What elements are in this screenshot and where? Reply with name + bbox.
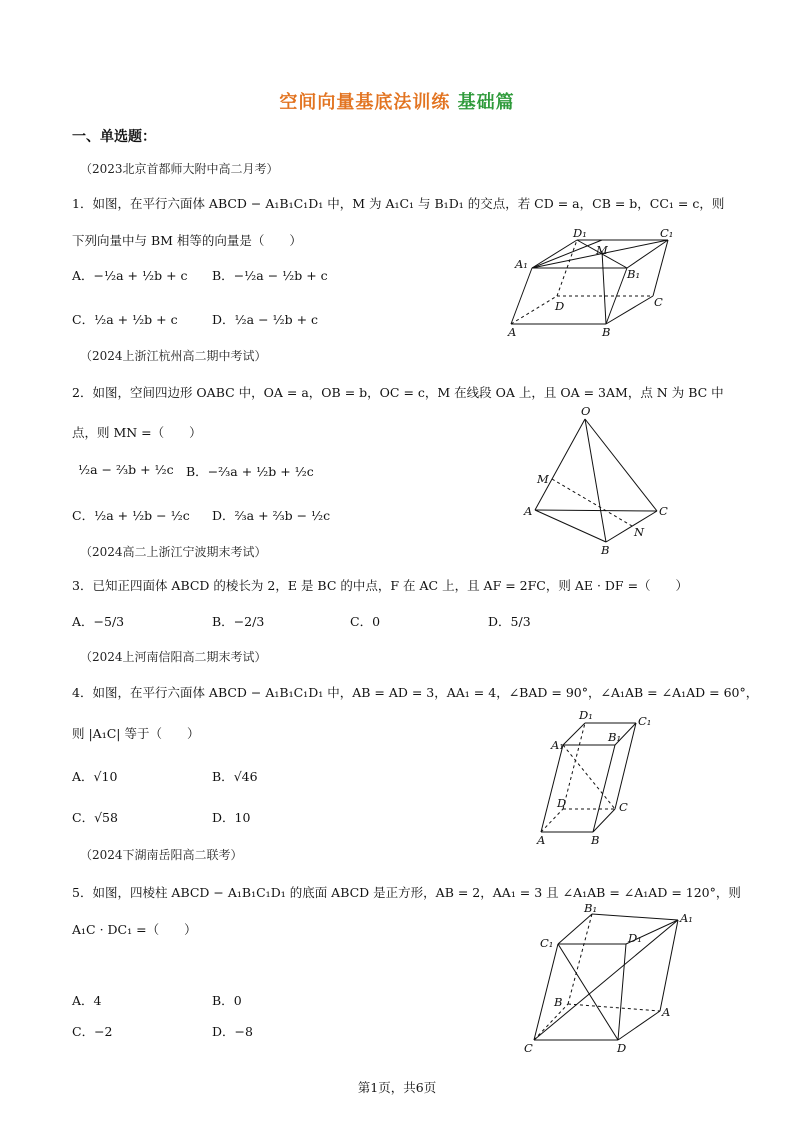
q4-label-a: A <box>537 833 546 847</box>
q3-option-a[interactable]: A．−5/3 <box>72 614 125 629</box>
q3-option-c[interactable]: C．0 <box>350 614 381 629</box>
q2-option-a-text: ½a − ⅔b + ½c <box>78 462 174 477</box>
q2-stem-line1: 2．如图，空间四边形 OABC 中，OA = a，OB = b，OC = c，M 在线段 OA 上，且 OA = 3AM，点 N 为 BC 中 <box>72 385 724 400</box>
q1-option-d-text: ½a − ½b + c <box>234 312 319 327</box>
q3-stem-line1: 3．已知正四面体 ABCD 的棱长为 2，E 是 BC 的中点，F 在 AC 上，且 AF = 2FC，则 AE · DF =（ ） <box>72 578 689 593</box>
q2-label-a: A <box>524 504 533 518</box>
q2-label-b: B <box>601 543 610 557</box>
q5-stem-line1: 5．如图，四棱柱 ABCD − A₁B₁C₁D₁ 的底面 ABCD 是正方形，AB = 2，AA₁ = 3 且 ∠A₁AB = ∠A₁AD = 120°，则 <box>72 885 741 900</box>
q1-label-m: M <box>596 243 608 257</box>
q5-option-d[interactable]: D．−8 <box>212 1024 253 1039</box>
q1-label-c1: C₁ <box>660 226 674 240</box>
q5-option-b-text: 0 <box>233 993 242 1008</box>
q1-option-c[interactable]: C．½a + ½b + c <box>72 312 178 327</box>
q1-figure <box>505 226 695 341</box>
q5-option-b[interactable]: B．0 <box>212 993 242 1008</box>
q4-label-d: D <box>557 796 567 810</box>
q2-figure <box>518 405 678 557</box>
q4-label-b: B <box>591 833 600 847</box>
page-footer: 第1页，共6页 <box>357 1080 437 1095</box>
q4-option-b[interactable]: B．√46 <box>212 769 258 784</box>
q5-option-c-text: −2 <box>94 1024 113 1039</box>
q4-option-c-text: √58 <box>94 810 118 825</box>
q5-label-b1: B₁ <box>584 901 598 915</box>
title-sub: 基础篇 <box>457 92 515 113</box>
q1-label-b1: B₁ <box>627 267 641 281</box>
q5-label-d1: D₁ <box>628 931 642 945</box>
q4-label-a1: A₁ <box>551 738 564 752</box>
q1-option-b[interactable]: B．−½a − ½b + c <box>212 268 328 283</box>
q2-option-a[interactable] <box>78 462 174 477</box>
q5-figure <box>520 900 700 1055</box>
q5-option-c[interactable]: C．−2 <box>72 1024 113 1039</box>
q5-label-c: C <box>524 1041 533 1055</box>
q1-stem-line2: 下列向量中与 BM 相等的向量是（ ） <box>72 233 302 248</box>
q5-source: （2024下湖南岳阳高二联考） <box>80 848 243 862</box>
q2-option-d-text: ⅔a + ⅔b − ½c <box>234 508 331 523</box>
q5-option-a[interactable]: A．4 <box>72 993 102 1008</box>
q1-option-b-text: −½a − ½b + c <box>233 268 328 283</box>
q2-label-n: N <box>634 525 645 539</box>
q1-option-d[interactable]: D．½a − ½b + c <box>212 312 319 327</box>
q4-option-a-text: √10 <box>93 769 118 784</box>
q4-option-c[interactable]: C．√58 <box>72 810 118 825</box>
q1-label-d: D <box>555 299 565 313</box>
q5-label-b: B <box>554 995 563 1009</box>
q1-source: （2023北京首都师大附中高二月考） <box>80 162 279 176</box>
q3-option-b-text: −2/3 <box>233 614 265 629</box>
q1-label-b: B <box>602 325 611 339</box>
q2-label-c: C <box>659 504 668 518</box>
q1-label-c: C <box>654 295 663 309</box>
q1-label-d1: D₁ <box>573 226 587 240</box>
q3-option-b[interactable]: B．−2/3 <box>212 614 265 629</box>
q4-figure <box>533 705 663 845</box>
q3-option-d-text: 5/3 <box>510 614 531 629</box>
q4-label-b1: B₁ <box>608 730 622 744</box>
q5-label-a1: A₁ <box>680 911 693 925</box>
q4-option-b-text: √46 <box>233 769 258 784</box>
section-heading: 一、单选题： <box>72 129 156 145</box>
q5-option-a-text: 4 <box>93 993 102 1008</box>
q3-source: （2024高二上浙江宁波期末考试） <box>80 545 267 559</box>
q2-stem-line2: 点，则 MN =（ ） <box>72 425 202 440</box>
q2-option-d[interactable]: D．⅔a + ⅔b − ½c <box>212 508 331 523</box>
q3-option-c-text: 0 <box>372 614 381 629</box>
q5-label-a: A <box>662 1005 671 1019</box>
q4-label-c1: C₁ <box>638 714 652 728</box>
title-main: 空间向量基底法训练 <box>279 92 451 113</box>
q5-stem-line2: A₁C · DC₁ =（ ） <box>72 922 197 937</box>
q1-option-c-text: ½a + ½b + c <box>94 312 178 327</box>
q5-option-d-text: −8 <box>234 1024 253 1039</box>
q4-option-d[interactable]: D．10 <box>212 810 251 825</box>
q1-option-a-text: −½a + ½b + c <box>93 268 188 283</box>
q5-label-d: D <box>617 1041 627 1055</box>
q4-label-d1: D₁ <box>579 708 593 722</box>
q4-option-d-text: 10 <box>234 810 251 825</box>
q5-label-c1: C₁ <box>540 936 554 950</box>
q2-label-o: O <box>581 404 591 418</box>
q2-option-c-text: ½a + ½b − ½c <box>94 508 190 523</box>
q1-label-a: A <box>508 325 517 339</box>
q4-label-c: C <box>619 800 628 814</box>
q4-option-a[interactable]: A．√10 <box>72 769 118 784</box>
q2-source: （2024上浙江杭州高二期中考试） <box>80 349 267 363</box>
q4-stem-line1: 4．如图，在平行六面体 ABCD − A₁B₁C₁D₁ 中，AB = AD = 3，AA₁ = 4，∠BAD = 90°，∠A₁AB = ∠A₁AD = 60°， <box>72 685 759 700</box>
q3-option-a-text: −5/3 <box>93 614 125 629</box>
q2-label-m: M <box>537 472 549 486</box>
q1-label-a1: A₁ <box>515 257 528 271</box>
q1-stem-line1: 1．如图，在平行六面体 ABCD − A₁B₁C₁D₁ 中，M 为 A₁C₁ 与 B₁D₁ 的交点，若 CD = a，CB = b，CC₁ = c，则 <box>72 196 725 211</box>
q2-option-c[interactable]: C．½a + ½b − ½c <box>72 508 190 523</box>
q1-option-a[interactable]: A．−½a + ½b + c <box>72 268 188 283</box>
page-title <box>0 88 794 114</box>
q4-stem-line2: 则 |A₁C| 等于（ ） <box>72 726 200 741</box>
q2-option-b-text: −⅔a + ½b + ½c <box>207 464 314 479</box>
q4-source: （2024上河南信阳高二期末考试） <box>80 650 267 664</box>
q2-option-b[interactable]: B．−⅔a + ½b + ½c <box>186 464 314 479</box>
q3-option-d[interactable]: D．5/3 <box>488 614 531 629</box>
